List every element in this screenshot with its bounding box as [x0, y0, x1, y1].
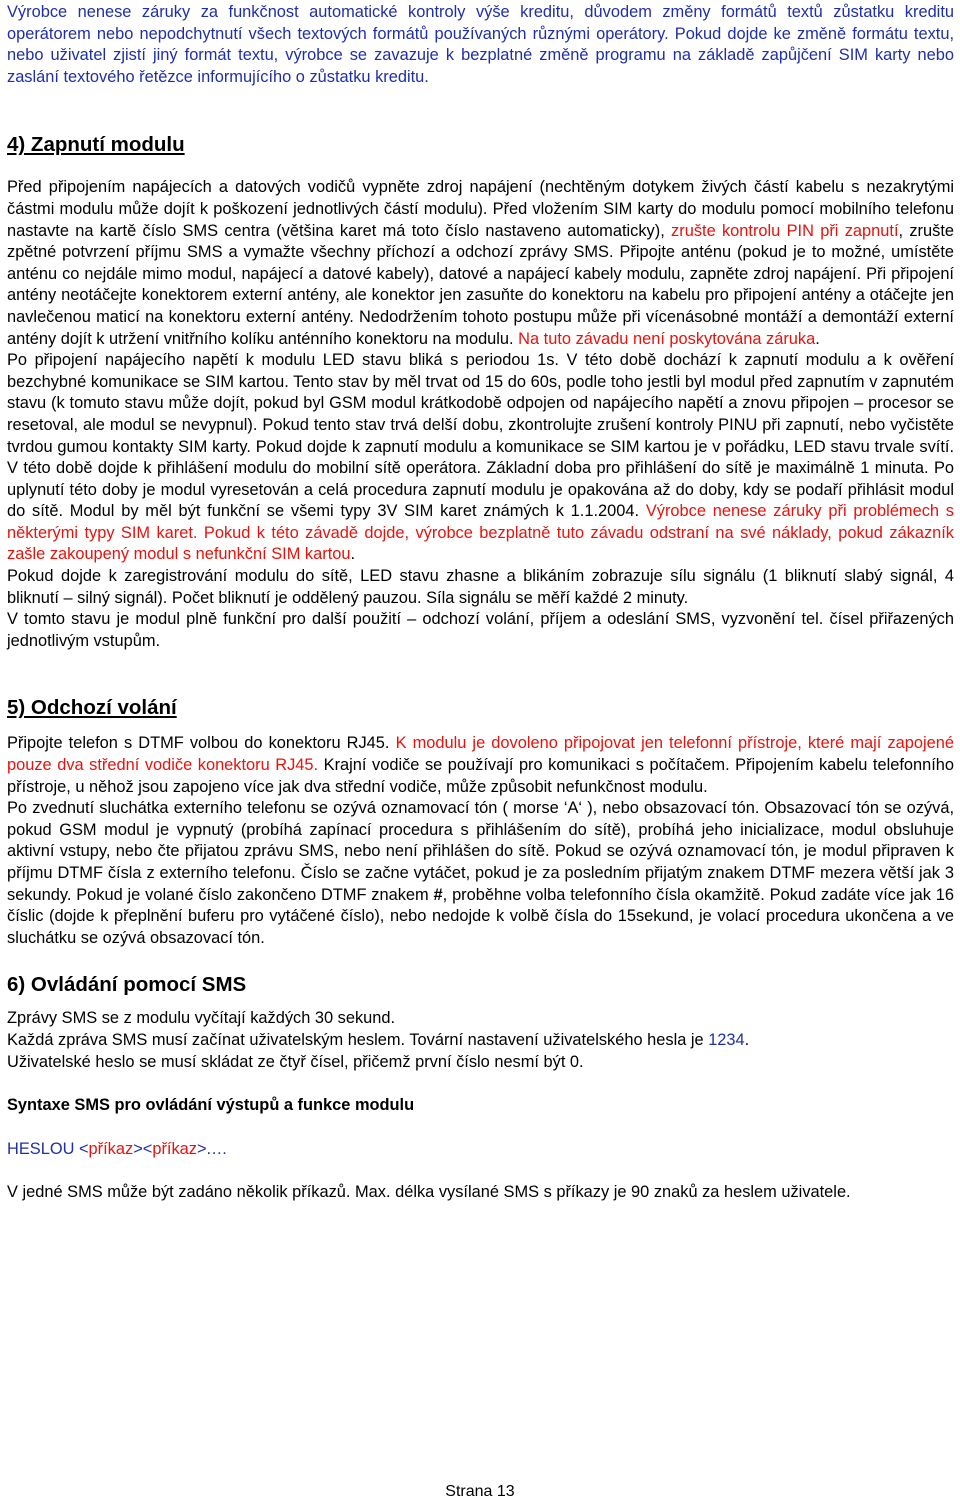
text-run: Po připojení napájecího napětí k modulu LED stavu bliká s periodou 1s. V této době dochází k zapnutí modulu a k ověření bezchybné komunikace se SIM kartou. Tento stav by měl trvat od 15 do 60s, podle toho jestli byl modul před zapnutím v zapnutém stavu (k tomuto stavu může dojít, pokud byl GSM modul krátkodobě odpojen od napájecího napětí a znovu připojen – procesor se resetoval, ale modul se nevypnul). Pokud tento stav trvá delší dobu, zkontrolujte zrušení kontroly PINU při zapnutí, nebo vyčistěte tvrdou gumou kontakty SIM karty. Pokud dojde k zapnutí modulu a komunikace se SIM kartou je v pořádku, LED stavu trvale svítí. V této době dojde k přihlášení modulu do mobilní sítě operátora. Základní doba pro přihlášení do sítě je maximálně 1 minuta. Po uplynutí této doby je modul vyresetován a celá procedura zapnutí modulu je opakována až do doby, kdy se podaří přihlásit modul do sítě. Modul by měl být funkční se všemi typy 3V SIM karet známých k 1.1.2004.: [7, 351, 954, 521]
section-5-paragraph-2: [7, 798, 954, 949]
text-run: .: [350, 545, 356, 564]
text-run: , zrušte zpětné potvrzení příjmu SMS a vymažte všechny příchozí a odchozí zprávy SMS. Připojte anténu (pokud je to možné, umístěte anténu co nejdále mimo modul, napájecí a datové kabely), datové a napájecí kabely modulu, zapněte zdroj napájení. Při připojení antény neotáčejte konektorem externí antény, ale konektor jen zasuňte do konektoru na kabelu pro připojení antény a otáčejte jen navlečenou maticí na konektoru externí antény. Nedodržením tohoto postupu může při vícenásobné montáží a demontáží externí antény dojít k utržení vnitřního kolíku anténního konektoru na modulu.: [7, 221, 954, 348]
text-run: Připojte telefon s DTMF volbou do konektoru RJ45.: [7, 734, 396, 753]
syntax-command: příkaz: [152, 1139, 197, 1158]
section-6-paragraph-4: V jedné SMS může být zadáno několik příkazů. Max. délka vysílané SMS s příkazy je 90 znaků za heslem uživatele.: [7, 1183, 851, 1202]
syntax-password: HESLOU: [7, 1139, 75, 1158]
section-6-paragraph-3: Uživatelské heslo se musí skládat ze čtyř čísel, přičemž první číslo nesmí být 0.: [7, 1052, 584, 1071]
warning-text: Na tuto závadu není poskytována záruka: [518, 329, 816, 348]
section-6-title: 6) Ovládání pomocí SMS: [7, 973, 247, 997]
section-6-paragraph-2: [7, 1030, 954, 1052]
section-4-paragraph-2: [7, 350, 954, 566]
default-password: 1234: [708, 1030, 745, 1049]
section-6-paragraph-1: Zprávy SMS se z modulu vyčítají každých 30 sekund.: [7, 1009, 396, 1028]
section-4-paragraph-3: Pokud dojde k zaregistrování modulu do sítě, LED stavu zhasne a blikáním zobrazuje sílu signálu (1 bliknutí slabý signál, 4 bliknutí – silný signál). Počet bliknutí je oddělený pauzou. Síla signálu se měří každé 2 minuty.: [7, 567, 954, 607]
syntax-bracket: >.…: [196, 1139, 228, 1158]
intro-paragraph: Výrobce nenese záruky za funkčnost automatické kontroly výše kreditu, důvodem změny formátů textů zůstatku kreditu operátorem nebo nepodchytnutí všech textových formátů používaných různými operátory. Pokud dojde ke změně formátu textu, nebo uživatel zjistí jiný formát textu, výrobce se zavazuje k bezplatné změně programu na základě zapůjčení SIM karty nebo zaslání textového řetězce informujícího o zůstatku kreditu.: [7, 3, 954, 86]
hash-symbol: #: [433, 885, 443, 904]
text-run: , proběhne volba telefonního čísla okamžitě. Pokud zadáte více jak 16 číslic (dojde k přeplnění buferu pro vytáčené číslo), nebo nedojde k volbě čísla do 15sekund, je volací procedura ukončena a ve sluchátku se ozývá obsazovací tón.: [7, 885, 954, 947]
section-5-title: 5) Odchozí volání: [7, 696, 177, 720]
syntax-bracket: ><: [133, 1139, 153, 1158]
section-4-title: 4) Zapnutí modulu: [7, 133, 185, 157]
text-run: Před připojením napájecích a datových vodičů vypněte zdroj napájení (nechtěným dotykem živých částí kabelu s nezakrytými částmi modulu může dojít k poškození jednotlivých částí modulu). Před vložením SIM karty do modulu pomocí mobilního telefonu nastavte na kartě číslo SMS centra (většina karet má toto číslo nastaveno automaticky),: [7, 178, 954, 240]
section-5-paragraph-1: [7, 733, 954, 798]
text-run: .: [815, 329, 820, 348]
text-run: Každá zpráva SMS musí začínat uživatelským heslem. Tovární nastavení uživatelského hesla je: [7, 1030, 709, 1049]
warning-text: K modulu je dovoleno připojovat jen telefonní přístroje, které mají zapojené pouze dva střední vodiče konektoru RJ45.: [7, 734, 954, 775]
section-4-paragraph-1: [7, 177, 954, 350]
text-run: Krajní vodiče se používají pro komunikaci s počítačem. Připojením kabelu telefonního přístroje, u něhož jsou zapojeno více jak dva střední vodiče, může způsobit nefunkčnost modulu.: [7, 756, 955, 796]
document-page: [7, 2, 954, 1204]
syntax-bracket: <: [78, 1139, 89, 1158]
warning-text: zrušte kontrolu PIN při zapnutí: [671, 221, 899, 240]
syntax-command: příkaz: [88, 1139, 134, 1158]
page-number: Strana 13: [445, 1483, 515, 1500]
syntax-line: [7, 1139, 954, 1161]
text-run: Po zvednutí sluchátka externího telefonu se ozývá oznamovací tón ( morse ‘A‘ ), nebo obsazovací tón. Obsazovací tón se ozývá, pokud GSM modul je vypnutý (probíhá zapínací procedura s přihlášením do sítě), probíhá jeho inicializace, modul obsluhuje aktivní vstupy, nebo čte přijatou zprávu SMS, nebo není přihlášen do sítě. Pokud se ozývá oznamovací tón, je modul připraven k příjmu DTMF čísla z externího telefonu. Číslo se začne vytáčet, pokud je za posledním přijatým znakem DTMF mezera větší jak 3 sekundy. Pokud je volané číslo zakončeno DTMF znakem: [7, 799, 954, 904]
syntax-heading: Syntaxe SMS pro ovládání výstupů a funkce modulu: [7, 1096, 415, 1115]
warning-text: Výrobce nenese záruky při problémech s některými typy SIM karet. Pokud k této závadě dojde, výrobce bezplatně tuto závadu odstraní na své náklady, pokud zákazník zašle zakoupený modul s nefunkční SIM kartou: [7, 502, 954, 564]
text-run: .: [744, 1030, 750, 1049]
section-4-paragraph-4: V tomto stavu je modul plně funkční pro další použití – odchozí volání, příjem a odeslání SMS, vyzvonění tel. čísel přiřazených jednotlivým vstupům.: [7, 610, 954, 650]
